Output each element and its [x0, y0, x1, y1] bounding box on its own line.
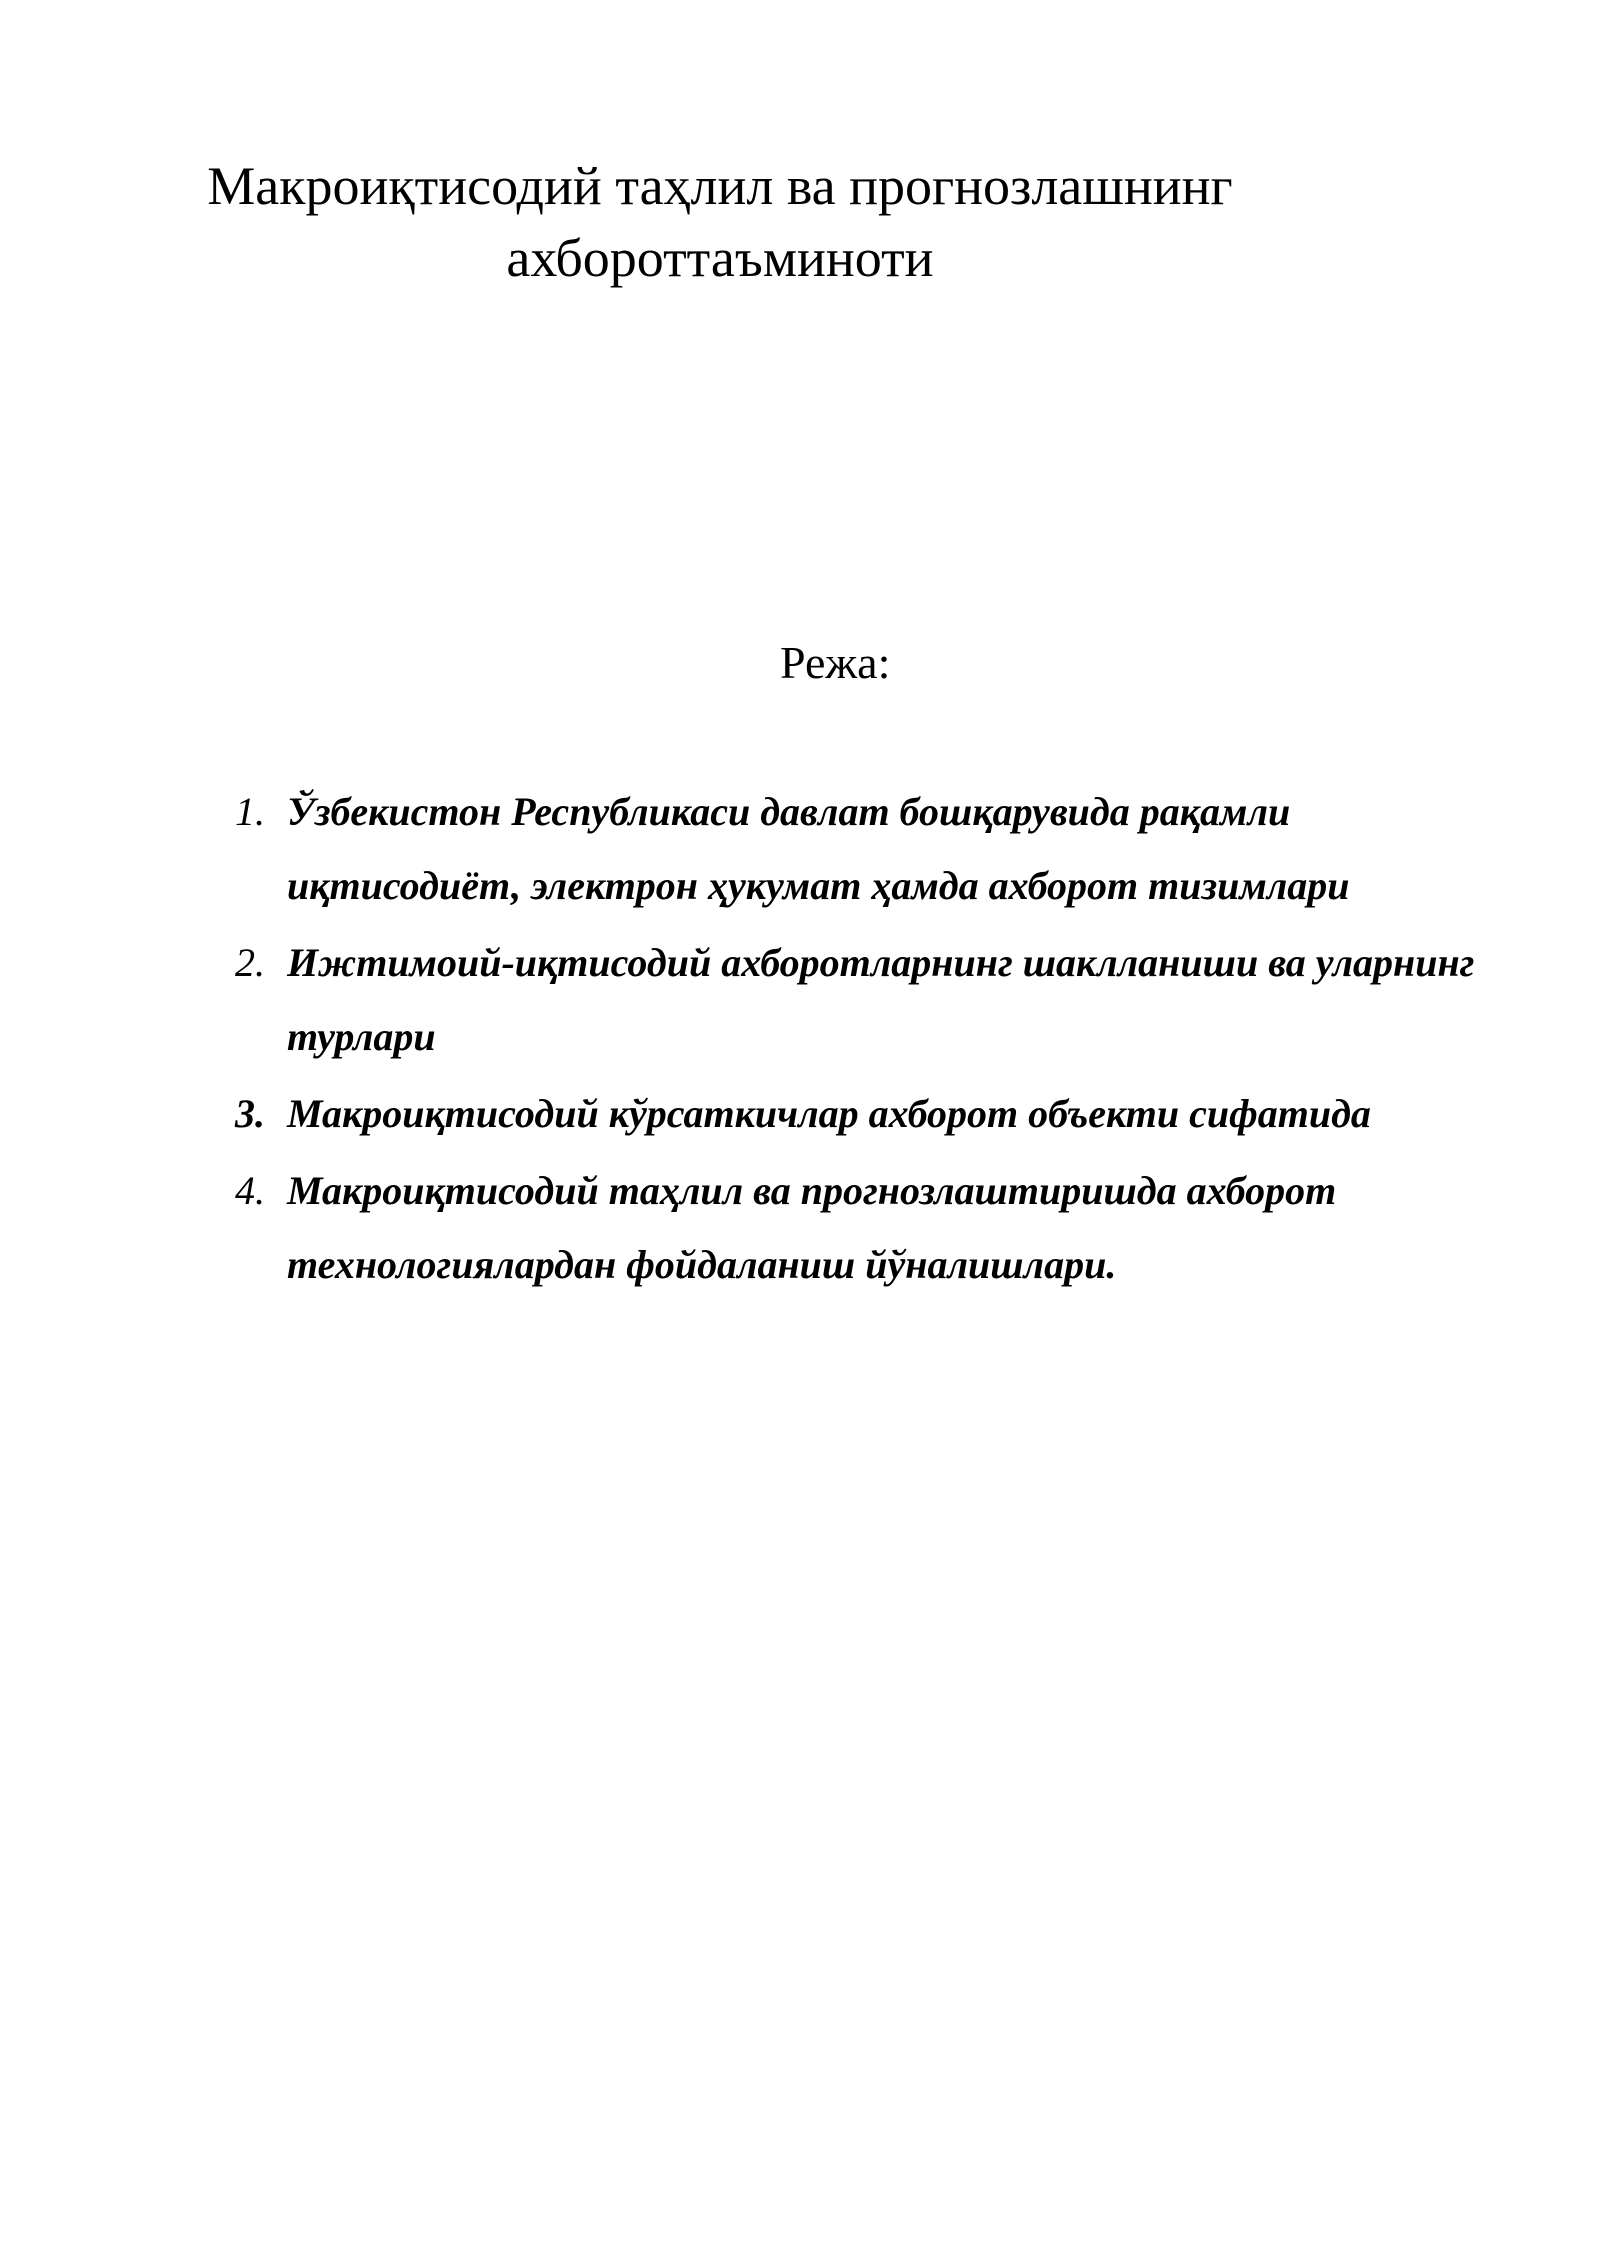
- plan-item-number: 2.: [235, 940, 265, 985]
- plan-item-text: Макроиқтисодий кўрсаткичлар ахборот объекти сифатида: [287, 1091, 1371, 1136]
- plan-item-4: [235, 1154, 1495, 1302]
- plan-item-number: 4.: [235, 1168, 265, 1213]
- page-title: [200, 150, 1240, 294]
- page-title-line-1: Макроиқтисодий таҳлил ва прогнозлашнинг: [207, 156, 1233, 216]
- plan-item-3: [235, 1077, 1495, 1151]
- plan-item-2: [235, 926, 1495, 1074]
- page-title-line-2: ахбороттаъминоти: [506, 228, 934, 288]
- plan-item-text: Ўзбекистон Республикаси давлат бошқарувида рақамли иқтисодиёт, электрон ҳукумат ҳамда ахборот тизимлари: [287, 789, 1350, 908]
- plan-item-text: Ижтимоий-иқтисодий ахборотларнинг шаклланиши ва уларнинг турлари: [287, 940, 1475, 1059]
- plan-heading: Режа:: [780, 637, 891, 688]
- plan-item-1: [235, 775, 1495, 923]
- plan-item-number: 1.: [235, 789, 265, 834]
- plan-item-text: Макроиқтисодий таҳлил ва прогнозлаштиришда ахборот технологиялардан фойдаланиш йўналишлари.: [287, 1168, 1337, 1287]
- plan-list: [235, 775, 1495, 1305]
- plan-item-number: 3.: [235, 1091, 265, 1136]
